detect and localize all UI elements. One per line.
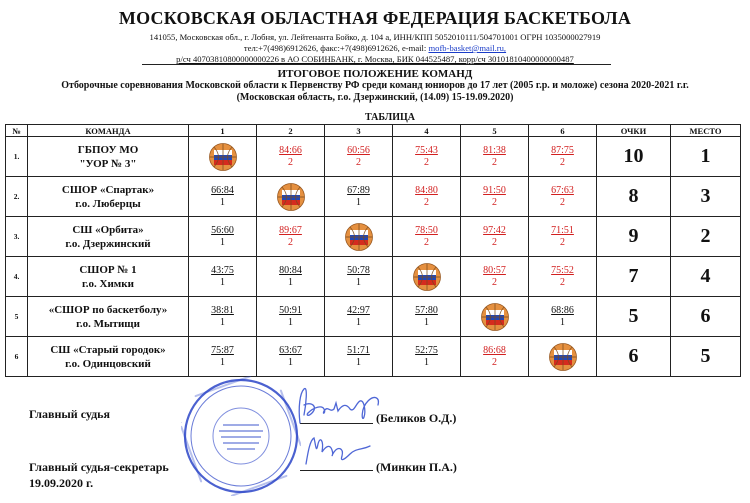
match-result-cell (325, 297, 393, 337)
match-score: 51:71 (347, 344, 370, 356)
col-header-num: № (6, 125, 28, 137)
table-row (6, 217, 741, 257)
match-result-cell (257, 137, 325, 177)
match-result-cell (189, 217, 257, 257)
match-result (529, 185, 596, 209)
document-date: 19.09.2020 г. (29, 476, 94, 490)
match-result-cell (461, 177, 529, 217)
match-score: 43:75 (211, 264, 234, 276)
team-name-line1: СШ «Старый городок» (50, 343, 166, 356)
match-result-cell (529, 217, 597, 257)
match-score: 52:75 (415, 344, 438, 356)
match-score: 78:50 (415, 224, 438, 236)
email-link[interactable]: mofb-basket@mail.ru, (428, 43, 507, 53)
team-name-line2: г.о. Дзержинский (65, 237, 151, 250)
match-result-cell (257, 217, 325, 257)
match-result (529, 145, 596, 169)
match-result-cell (257, 257, 325, 297)
match-result-cell (257, 297, 325, 337)
match-points: 1 (356, 276, 361, 288)
match-points: 1 (356, 196, 361, 208)
results-title: ИТОГОВОЕ ПОЛОЖЕНИЕ КОМАНД (277, 68, 473, 80)
team-points: 9 (597, 217, 671, 257)
match-score: 50:78 (347, 264, 370, 276)
match-points: 1 (220, 196, 225, 208)
self-match-cell (529, 337, 597, 377)
match-points: 2 (424, 196, 429, 208)
match-result (461, 225, 528, 249)
match-result (189, 185, 256, 209)
federation-seal (181, 376, 301, 496)
team-name (28, 217, 189, 257)
match-points: 2 (492, 236, 497, 248)
team-points: 8 (597, 177, 671, 217)
secretary-name: (Минкин П.А.) (376, 460, 457, 474)
table-row (6, 257, 741, 297)
match-score: 50:91 (279, 304, 302, 316)
secretary-label: Главный судья-секретарь (29, 460, 169, 474)
header-divider (142, 64, 611, 65)
org-contacts (0, 43, 750, 54)
match-points: 1 (288, 276, 293, 288)
match-result (393, 305, 460, 329)
match-score: 87:75 (551, 144, 574, 156)
match-points: 1 (288, 316, 293, 328)
contacts-text: тел:+7(498)6912626, факс:+7(498)6912626, e-mail: (243, 43, 429, 53)
match-score: 57:80 (415, 304, 438, 316)
match-points: 1 (424, 356, 429, 368)
team-place: 2 (671, 217, 741, 257)
chief-judge-name: (Беликов О.Д.) (376, 411, 457, 425)
match-result (529, 305, 596, 329)
match-score: 67:63 (551, 184, 574, 196)
team-points: 6 (597, 337, 671, 377)
match-result-cell (529, 137, 597, 177)
chief-judge-label: Главный судья (29, 407, 111, 421)
match-score: 86:68 (483, 344, 506, 356)
match-score: 80:84 (279, 264, 302, 276)
col-header-1: 1 (189, 125, 257, 137)
match-points: 2 (492, 196, 497, 208)
match-result (325, 265, 392, 289)
row-number: 5 (6, 297, 28, 337)
table-title: ТАБЛИЦА (365, 112, 415, 123)
match-points: 2 (288, 236, 293, 248)
col-header-4: 4 (393, 125, 461, 137)
team-place: 1 (671, 137, 741, 177)
match-points: 2 (560, 156, 565, 168)
match-result (393, 145, 460, 169)
match-result (393, 345, 460, 369)
match-result (529, 265, 596, 289)
team-place: 5 (671, 337, 741, 377)
team-points: 10 (597, 137, 671, 177)
match-points: 1 (560, 316, 565, 328)
team-name-line2: "УОР № 3" (79, 157, 137, 170)
org-address: 141055, Московская обл., г. Лобня, ул. Лейтенанта Бойко, д. 104 а, ИНН/КПП 5052010111/504701001 ОГРН 1035000027919 (149, 32, 601, 42)
match-score: 97:42 (483, 224, 506, 236)
team-name-line1: СШОР № 1 (79, 263, 137, 276)
match-result (189, 265, 256, 289)
table-row (6, 177, 741, 217)
team-name-line1: СШ «Орбита» (72, 223, 144, 236)
table-header-row (6, 125, 741, 137)
match-result-cell (189, 297, 257, 337)
match-score: 66:84 (211, 184, 234, 196)
match-score: 75:43 (415, 144, 438, 156)
row-number: 2. (6, 177, 28, 217)
match-result (257, 345, 324, 369)
row-number: 6 (6, 337, 28, 377)
self-match-cell (189, 137, 257, 177)
results-body (6, 137, 741, 377)
secretary-signature (300, 432, 378, 472)
match-result (257, 305, 324, 329)
match-result-cell (393, 337, 461, 377)
team-name (28, 297, 189, 337)
match-result-cell (461, 257, 529, 297)
match-score: 60:56 (347, 144, 370, 156)
match-result-cell (461, 217, 529, 257)
match-score: 71:51 (551, 224, 574, 236)
match-result-cell (189, 337, 257, 377)
match-points: 1 (220, 316, 225, 328)
team-name (28, 137, 189, 177)
results-table (5, 124, 741, 377)
match-score: 38:81 (211, 304, 234, 316)
match-result (461, 345, 528, 369)
match-score: 42:97 (347, 304, 370, 316)
match-result (461, 145, 528, 169)
match-result (189, 345, 256, 369)
team-place: 3 (671, 177, 741, 217)
basketball-flag-icon (548, 342, 578, 372)
match-result-cell (189, 257, 257, 297)
team-name-line2: г.о. Химки (82, 277, 134, 290)
match-points: 2 (424, 156, 429, 168)
match-result-cell (325, 337, 393, 377)
match-score: 75:87 (211, 344, 234, 356)
match-points: 1 (220, 276, 225, 288)
basketball-flag-icon (480, 302, 510, 332)
match-points: 2 (356, 156, 361, 168)
col-header-place: МЕСТО (671, 125, 741, 137)
match-score: 91:50 (483, 184, 506, 196)
match-score: 68:86 (551, 304, 574, 316)
match-result-cell (189, 177, 257, 217)
match-score: 75:52 (551, 264, 574, 276)
basketball-flag-icon (276, 182, 306, 212)
match-score: 84:80 (415, 184, 438, 196)
table-row (6, 337, 741, 377)
match-points: 2 (288, 156, 293, 168)
match-points: 1 (356, 356, 361, 368)
match-result (325, 185, 392, 209)
match-points: 2 (560, 236, 565, 248)
match-result (393, 185, 460, 209)
team-name-line1: ГБПОУ МО (77, 143, 139, 156)
org-title: МОСКОВСКАЯ ОБЛАСТНАЯ ФЕДЕРАЦИЯ БАСКЕТБОЛА (118, 8, 632, 28)
team-name-line2: г.о. Одинцовский (65, 357, 151, 370)
match-score: 56:60 (211, 224, 234, 236)
match-result (189, 305, 256, 329)
match-points: 2 (492, 276, 497, 288)
match-result-cell (393, 297, 461, 337)
self-match-cell (257, 177, 325, 217)
match-result-cell (393, 177, 461, 217)
match-result-cell (325, 177, 393, 217)
match-result-cell (461, 337, 529, 377)
match-points: 2 (492, 356, 497, 368)
results-location: (Московская область, г.о. Дзержинский, (14.09) 15-19.09.2020) (236, 92, 514, 103)
match-result-cell (529, 257, 597, 297)
match-points: 2 (492, 156, 497, 168)
col-header-2: 2 (257, 125, 325, 137)
match-result (461, 185, 528, 209)
match-points: 1 (220, 236, 225, 248)
team-name (28, 337, 189, 377)
basketball-flag-icon (344, 222, 374, 252)
results-subtitle: Отборочные соревнования Московской области к Первенству РФ среди команд юниоров до 17 лет (2005 г.р. и моложе) сезона 2020-2021 г.г. (61, 80, 689, 91)
match-score: 81:38 (483, 144, 506, 156)
bank-text: р/сч 40703810800000000226 в АО СОБИНБАНК, г. Москва, БИК 044525487, корр/сч 30101810400000000487 (176, 54, 574, 64)
match-points: 1 (424, 316, 429, 328)
match-result-cell (529, 177, 597, 217)
match-result (257, 265, 324, 289)
match-points: 1 (356, 316, 361, 328)
row-number: 4. (6, 257, 28, 297)
col-header-6: 6 (529, 125, 597, 137)
match-result-cell (529, 297, 597, 337)
row-number: 1. (6, 137, 28, 177)
team-points: 5 (597, 297, 671, 337)
match-result-cell (461, 137, 529, 177)
team-place: 6 (671, 297, 741, 337)
match-score: 67:89 (347, 184, 370, 196)
team-place: 4 (671, 257, 741, 297)
match-score: 89:67 (279, 224, 302, 236)
basketball-flag-icon (208, 142, 238, 172)
self-match-cell (393, 257, 461, 297)
team-points: 7 (597, 257, 671, 297)
team-name (28, 257, 189, 297)
basketball-flag-icon (412, 262, 442, 292)
table-row (6, 297, 741, 337)
match-result (529, 225, 596, 249)
col-header-team: КОМАНДА (28, 125, 189, 137)
row-number: 3. (6, 217, 28, 257)
team-name (28, 177, 189, 217)
match-points: 2 (424, 236, 429, 248)
match-points: 1 (288, 356, 293, 368)
match-score: 80:57 (483, 264, 506, 276)
match-result-cell (325, 137, 393, 177)
match-score: 63:67 (279, 344, 302, 356)
table-row (6, 137, 741, 177)
team-name-line2: г.о. Люберцы (75, 197, 141, 210)
match-result (257, 145, 324, 169)
match-result-cell (393, 137, 461, 177)
match-result (189, 225, 256, 249)
match-points: 2 (560, 196, 565, 208)
match-result (325, 145, 392, 169)
match-score: 84:66 (279, 144, 302, 156)
match-result-cell (257, 337, 325, 377)
self-match-cell (325, 217, 393, 257)
match-result (325, 305, 392, 329)
team-name-line1: СШОР «Спартак» (61, 183, 155, 196)
self-match-cell (461, 297, 529, 337)
match-result (257, 225, 324, 249)
match-result (461, 265, 528, 289)
match-result (325, 345, 392, 369)
match-result (393, 225, 460, 249)
match-points: 1 (220, 356, 225, 368)
col-header-3: 3 (325, 125, 393, 137)
team-name-line2: г.о. Мытищи (76, 317, 140, 330)
chief-judge-signature (294, 383, 386, 431)
col-header-5: 5 (461, 125, 529, 137)
match-result-cell (393, 217, 461, 257)
team-name-line1: «СШОР по баскетболу» (48, 303, 168, 316)
col-header-points: ОЧКИ (597, 125, 671, 137)
match-result-cell (325, 257, 393, 297)
match-points: 2 (560, 276, 565, 288)
